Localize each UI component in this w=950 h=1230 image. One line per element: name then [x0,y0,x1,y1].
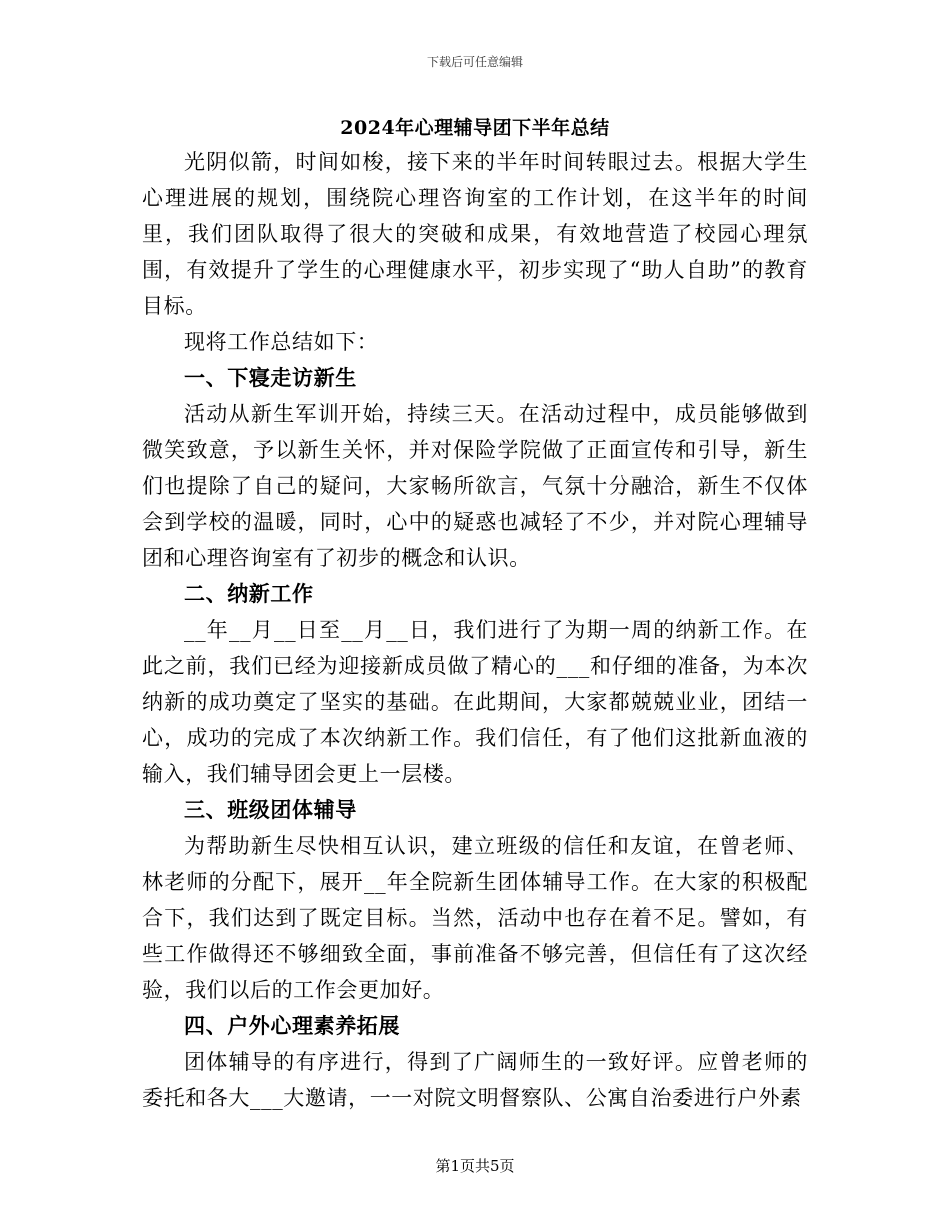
section-heading-visiting-freshmen: 一、下寝走访新生 [184,365,357,390]
intro-summary-line: 现将工作总结如下： [184,330,379,354]
page-number-indicator: 第1页共5页 [435,1157,515,1175]
section-body-visiting-freshmen: 活动从新生军训开始，持续三天。在活动过程中，成员能够做到微笑致意，予以新生关怀，并对保险学院做了正面宣传和引导，新生们也提除了自己的疑问，大家畅所欲言，气氛十分融洽，新生不仅体会到学校的温暖，同时，心中的疑惑也减轻了不少，并对院心理辅导团和心理咨询室有了初步的概念和认识。 [142,402,808,570]
document-body [142,144,808,1116]
section-heading-class-group-counseling: 三、班级团体辅导 [184,797,357,822]
section-body-outdoor-development: 团体辅导的有序进行，得到了广阔师生的一致好评。应曾老师的委托和各大___大邀请，一一对院文明督察队、公寓自治委进行户外素 [142,1050,808,1110]
section-body-class-group-counseling: 为帮助新生尽快相互认识，建立班级的信任和友谊，在曾老师、林老师的分配下，展开__年全院新生团体辅导工作。在大家的积极配合下，我们达到了既定目标。当然，活动中也存在着不足。譬如，有些工作做得还不够细致全面，事前准备不够完善，但信任有了这次经验，我们以后的工作会更加好。 [142,834,808,1002]
section-heading-outdoor-development: 四、户外心理素养拓展 [184,1013,400,1038]
document-title: 2024年心理辅导团下半年总结 [340,117,610,139]
intro-paragraph: 光阴似箭，时间如梭，接下来的半年时间转眼过去。根据大学生心理进展的规划，围绕院心理咨询室的工作计划，在这半年的时间里，我们团队取得了很大的突破和成果，有效地营造了校园心理氛围，有效提升了学生的心理健康水平，初步实现了“助人自助”的教育目标。 [142,150,808,318]
page-header-note: 下载后可任意编辑 [426,55,523,69]
section-heading-recruitment: 二、纳新工作 [184,581,314,606]
section-body-recruitment: __年__月__日至__月__日，我们进行了为期一周的纳新工作。在此之前，我们已经为迎接新成员做了精心的___和仔细的准备，为本次纳新的成功奠定了坚实的基础。在此期间，大家都兢兢业业，团结一心，成功的完成了本次纳新工作。我们信任，有了他们这批新血液的输入，我们辅导团会更上一层楼。 [142,618,808,786]
